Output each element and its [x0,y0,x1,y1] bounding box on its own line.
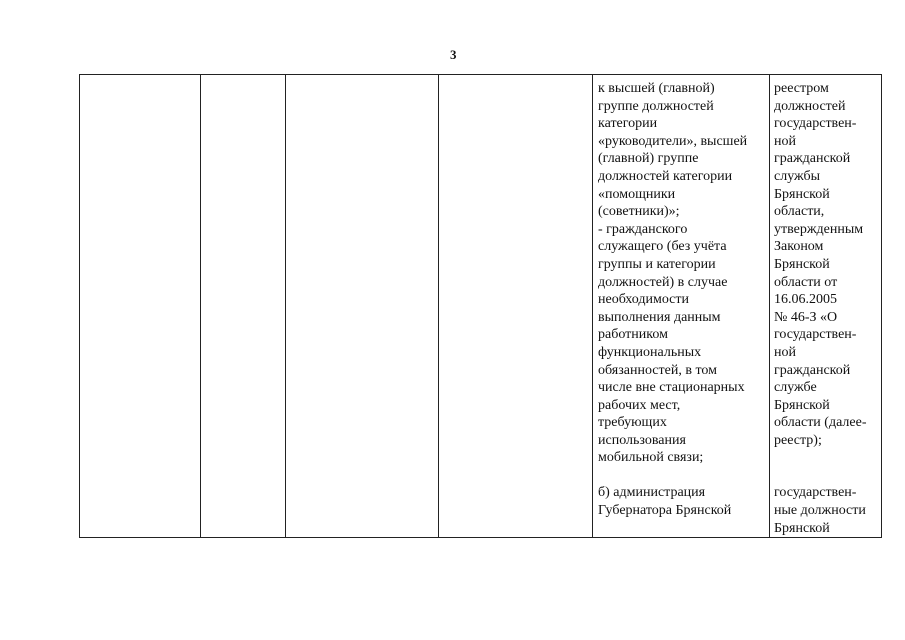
table-row [80,75,882,538]
table-cell-col2 [201,75,286,538]
col6-text-part1: реестром должностей государствен- ной гражданской службы Брянской области, утвержденным Законом Брянской области от 16.06.2005 № 46-З «О государствен- ной гражданской службе Брянской области (далее- реестр); [774,81,867,448]
page-number: 3 [450,47,457,62]
col5-text-part2: б) администрация Губернатора Брянской [598,485,732,518]
table-cell-col1 [80,75,201,538]
spacer [770,449,881,484]
col5-text-part1: к высшей (главной) группе должностей категории «руководители», высшей (главной) группе должностей категории «помощники (советники)»; - гражданского служащего (без учёта группы и категории должностей) в случае необходимости выполнения данным работником функциональных обязанностей, в том числе вне стационарных рабочих мест, требующих использования мобильной связи; [598,81,748,466]
table-cell-col5 [593,75,770,538]
document-table [79,74,882,538]
col6-text-part2: государствен- ные должности Брянской [774,485,866,536]
table-cell-col4 [439,75,593,538]
table-cell-col6 [770,75,882,538]
spacer [593,467,769,484]
table-cell-col3 [286,75,439,538]
